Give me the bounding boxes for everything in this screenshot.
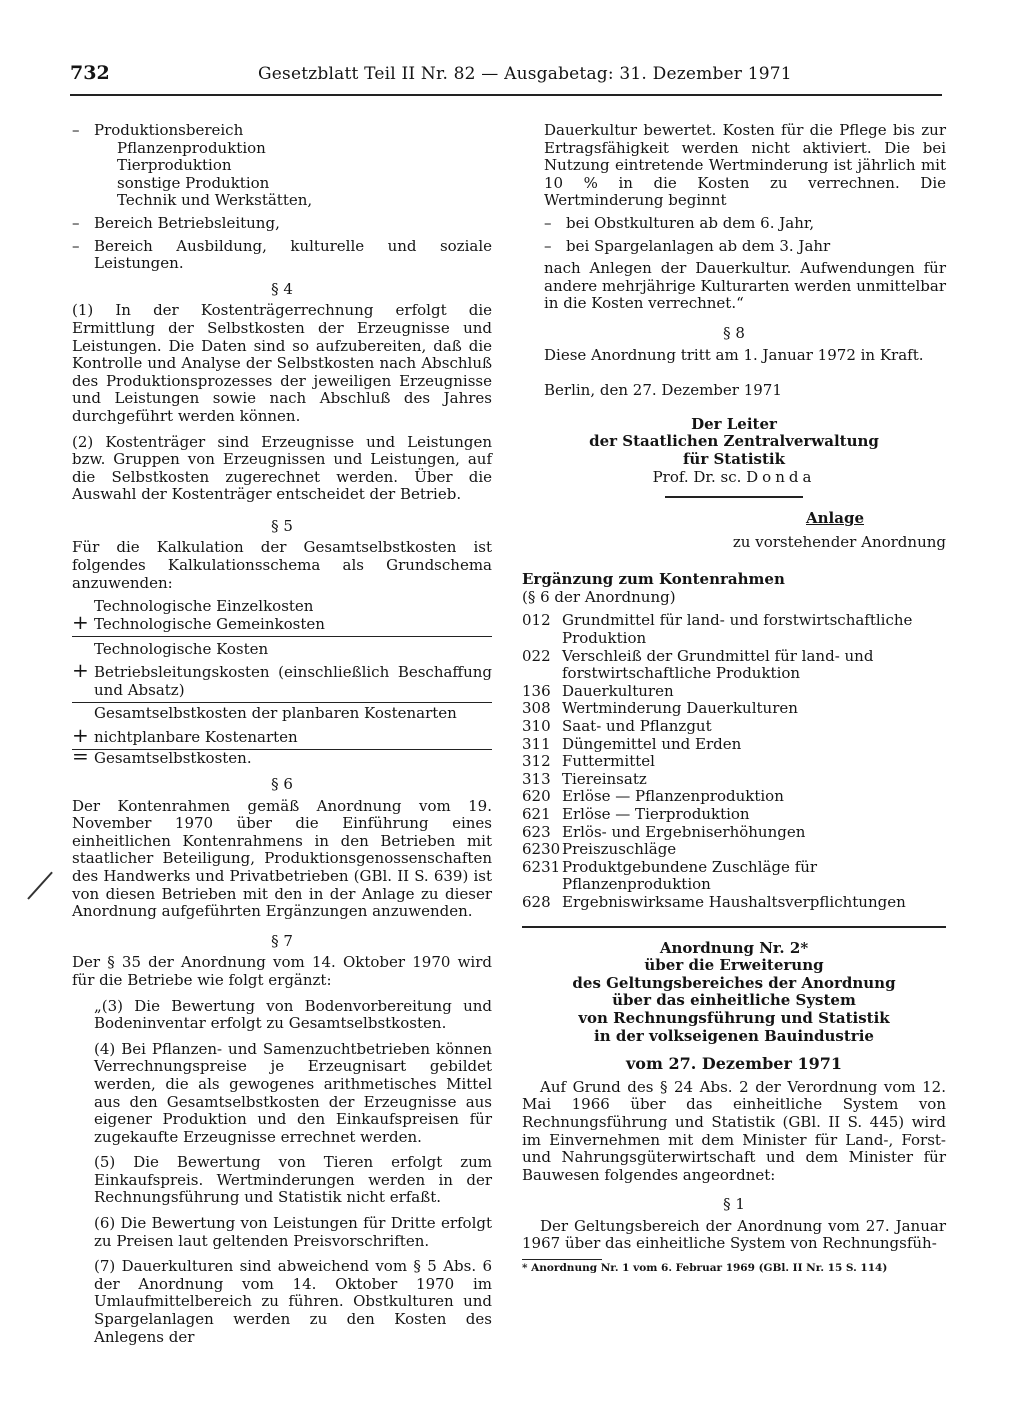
account-row (522, 894, 946, 912)
ordinance-title-line: in der volkseigenen Bauindustrie (594, 1026, 874, 1045)
section-heading: § 4 (271, 279, 293, 298)
margin-pen-stroke (27, 872, 53, 900)
signatory-prefix: Prof. Dr. sc. (652, 467, 742, 486)
signatory-name (522, 469, 946, 487)
plus-sign: + (72, 609, 89, 634)
account-number: 311 (522, 734, 551, 753)
account-row (522, 648, 946, 683)
annex-title-text: Anlage (806, 509, 864, 528)
account-number: 623 (522, 822, 551, 841)
annex-reference: (§ 6 der Anordnung) (522, 587, 676, 606)
account-label: Preiszuschläge (562, 840, 677, 859)
calc-line (72, 641, 492, 659)
account-number: 6230 (522, 840, 561, 859)
signatory-title: für Statistik (682, 449, 786, 468)
calc-line (72, 744, 492, 769)
account-label: Grundmittel für land- und forstwirtschaftliche Produktion (562, 611, 913, 648)
account-label: Erlöse — Pflanzenproduktion (562, 787, 784, 806)
account-row (522, 753, 946, 771)
quoted-paragraph: (7) Dauerkulturen sind abweichend vom § 5 Abs. 6 der Anordnung vom 14. Oktober 1970 im Umlaufmittelbereich zu führen. Obstkulturen und Spargelanlagen werden zu den Kosten des Anlegens der (94, 1257, 492, 1346)
quoted-paragraph: nach Anlegen der Dauerkultur. Aufwendungen für andere mehrjährige Kulturarten werden unmittelbar in die Kosten verrechnet.“ (544, 259, 946, 313)
calc-line-text: Technologische Kosten (94, 640, 269, 659)
calc-line-text: Technologische Gemeinkosten (94, 614, 325, 633)
account-label: Wertminderung Dauerkulturen (562, 699, 798, 718)
paragraph: Auf Grund des § 24 Abs. 2 der Verordnung vom 12. Mai 1966 über das einheitliche System von Rechnungsführung und Statistik (GBl. II S. 445) wird im Einvernehmen mit dem Minister für Land-, Forst- und Nahrungsgüterwirtschaft und dem Minister für Bauwesen folgendes angeordnet: (522, 1077, 946, 1184)
paragraph: Für die Kalkulation der Gesamtselbstkosten ist folgendes Kalkulationsschema als Grundschema anzuwenden: (72, 538, 492, 592)
left-column (72, 122, 492, 1346)
annex-heading: Ergänzung zum Kontenrahmen (522, 570, 785, 589)
account-label: Produktgebundene Zuschläge für Pflanzenproduktion (562, 857, 818, 894)
section-heading: § 1 (723, 1195, 745, 1214)
account-row (522, 612, 946, 647)
gazette-title: Gesetzblatt Teil II Nr. 82 — Ausgabetag: 31. Dezember 1971 (258, 64, 792, 84)
account-number: 312 (522, 752, 551, 771)
account-list (522, 612, 946, 911)
account-number: 313 (522, 769, 551, 788)
page-header (70, 62, 942, 96)
account-number: 310 (522, 717, 551, 736)
ordinance-date: vom 27. Dezember 1971 (625, 1054, 843, 1074)
account-row (522, 859, 946, 894)
paragraph: Diese Anordnung tritt am 1. Januar 1972 in Kraft. (544, 345, 924, 364)
quoted-paragraph: (6) Die Bewertung von Leistungen für Dritte erfolgt zu Preisen laut geltenden Preisvorschriften. (94, 1214, 492, 1250)
account-row (522, 771, 946, 789)
account-label: Erlöse — Tierproduktion (562, 805, 750, 823)
section-heading: § 5 (271, 516, 293, 535)
ordinance-title (522, 940, 946, 1046)
quoted-paragraph: (5) Die Bewertung von Tieren erfolgt zum Einkaufspreis. Wertminderungen werden in der Rechnungsführung und Statistik nicht erfaßt. (94, 1153, 492, 1207)
account-row (522, 806, 946, 824)
calc-line-text: Gesamtselbstkosten. (94, 749, 252, 768)
list-item: – Bereich Ausbildung, kulturelle und soziale Leistungen. (72, 238, 492, 273)
section-heading: § 8 (723, 323, 745, 342)
account-number: 308 (522, 699, 551, 718)
section-heading: § 6 (271, 775, 293, 793)
account-label: Saat- und Pflanzgut (562, 717, 712, 736)
calc-line (72, 609, 492, 638)
calc-line-text: Gesamtselbstkosten der planbaren Kostenarten (94, 704, 457, 723)
account-row (522, 736, 946, 754)
ordinance-title-line: von Rechnungsführung und Statistik (578, 1008, 890, 1027)
list-item: – bei Obstkulturen ab dem 6. Jahr, (544, 215, 946, 233)
paragraph: (2) Kostenträger sind Erzeugnisse und Leistungen bzw. Gruppen von Erzeugnissen und Leistungen, auf die Selbstkosten zugerechnet werden. Über die Auswahl der Kostenträger entscheidet der Betrieb. (72, 432, 492, 504)
list-subitem: sonstige Produktion (117, 173, 270, 192)
page-number: 732 (70, 62, 110, 84)
signature-block (522, 416, 946, 486)
account-label: Verschleiß der Grundmittel für land- und forstwirtschaftliche Produktion (562, 646, 874, 683)
quoted-paragraph: Dauerkultur bewertet. Kosten für die Pflege bis zur Ertragsfähigkeit werden nicht aktiviert. Die bei Nutzung eintretende Wertminderung ist jährlich mit 10 % in die Kosten zu verrechnen. Die Wertminderung beginnt (544, 121, 946, 210)
place-date: Berlin, den 27. Dezember 1971 (544, 381, 782, 400)
annex-subtitle: zu vorstehender Anordnung (732, 532, 946, 551)
quoted-paragraph: (4) Bei Pflanzen- und Samenzuchtbetrieben können Verrechnungspreise je Erzeugnisart gebildet werden, die als gewogenes arithmetisches Mittel aus den Gesamtselbstkosten der Erzeugnisse aus eigener Produktion und den Einkaufspreisen für zugekaufte Erzeugnisse errechnet werden. (94, 1039, 492, 1146)
signatory-title: Der Leiter (691, 414, 777, 433)
calc-line-text: Technologische Einzelkosten (94, 597, 314, 616)
account-label: Futtermittel (562, 752, 655, 771)
list-subitem: Pflanzenproduktion (117, 138, 266, 157)
account-row (522, 700, 946, 718)
list-item: – bei Spargelanlagen ab dem 3. Jahr (544, 238, 946, 256)
account-label: Erlös- und Ergebniserhöhungen (562, 822, 806, 841)
account-row (522, 718, 946, 736)
ordinance-title-line: des Geltungsbereiches der Anordnung (572, 973, 896, 992)
account-row (522, 824, 946, 842)
account-number: 022 (522, 646, 551, 665)
account-row (522, 683, 946, 701)
divider (522, 926, 946, 928)
calculation-scheme (72, 598, 492, 768)
calc-line (72, 705, 492, 723)
calc-line (72, 598, 492, 616)
account-number: 6231 (522, 857, 561, 876)
list-subitem: Tierproduktion (117, 156, 232, 175)
plus-sign: + (72, 658, 89, 683)
calc-line-text: nichtplanbare Kostenarten (94, 727, 298, 746)
calc-line (72, 658, 492, 703)
paragraph: Der Kontenrahmen gemäß Anordnung vom 19. November 1970 über die Einführung eines einheitlichen Kontenrahmens in den Betrieben mit staatlicher Beteiligung, Produktionsgenossenschaften des Handwerks und Privatbetrieben (GBl. II S. 639) ist von diesen Betrieben mit den in der Anlage zu dieser Anordnung aufgeführten Ergänzungen anzuwenden. (72, 796, 492, 921)
list-subitem: Technik und Werkstätten, (117, 191, 313, 210)
divider (665, 496, 803, 498)
account-label: Ergebniswirksame Haushaltsverpflichtungen (562, 892, 906, 911)
account-label: Dauerkulturen (562, 681, 674, 700)
account-number: 012 (522, 611, 551, 630)
account-number: 621 (522, 805, 551, 823)
right-column (522, 122, 946, 1275)
footnote: * Anordnung Nr. 1 vom 6. Februar 1969 (GBl. II Nr. 15 S. 114) (522, 1262, 888, 1275)
annex-title (522, 510, 946, 528)
section-heading: § 7 (271, 931, 293, 950)
account-number: 620 (522, 787, 551, 806)
paragraph: Der Geltungsbereich der Anordnung vom 27. Januar 1967 über das einheitliche System von Rechnungsfüh- (522, 1216, 946, 1253)
list-item: – Bereich Betriebsleitung, (72, 215, 492, 233)
footnote-rule (522, 1259, 602, 1260)
account-label: Tiereinsatz (562, 769, 647, 788)
equals-sign: = (72, 744, 89, 769)
account-number: 628 (522, 892, 551, 911)
signatory-surname: Donda (746, 467, 816, 486)
plus-sign: + (72, 722, 89, 747)
account-row (522, 841, 946, 859)
list-item: – Produktionsbereich (72, 122, 492, 140)
quoted-paragraph: „(3) Die Bewertung von Bodenvorbereitung und Bodeninventar erfolgt zu Gesamtselbstkosten. (94, 996, 492, 1033)
account-row (522, 788, 946, 806)
calc-line (72, 722, 492, 751)
signatory-title: der Staatlichen Zentralverwaltung (589, 432, 879, 451)
ordinance-title-line: über das einheitliche System (612, 991, 856, 1010)
paragraph: (1) In der Kostenträgerrechnung erfolgt die Ermittlung der Selbstkosten der Erzeugnisse und Leistungen. Die Daten sind so aufzubereiten, daß die Kontrolle und Analyse der Selbstkosten nach Abschluß des Produktionsprozesses der jeweiligen Erzeugnisse und Leistungen sowie nach Abschluß des Jahres durchgeführt werden können. (72, 301, 492, 425)
ordinance-title-line: Anordnung Nr. 2* (659, 938, 809, 957)
account-number: 136 (522, 681, 551, 700)
paragraph: Der § 35 der Anordnung vom 14. Oktober 1970 wird für die Betriebe wie folgt ergänzt: (72, 953, 492, 989)
ordinance-title-line: über die Erweiterung (644, 956, 824, 975)
calc-line-text: Betriebsleitungskosten (einschließlich Beschaffung und Absatz) (94, 663, 492, 699)
account-label: Düngemittel und Erden (562, 734, 742, 753)
